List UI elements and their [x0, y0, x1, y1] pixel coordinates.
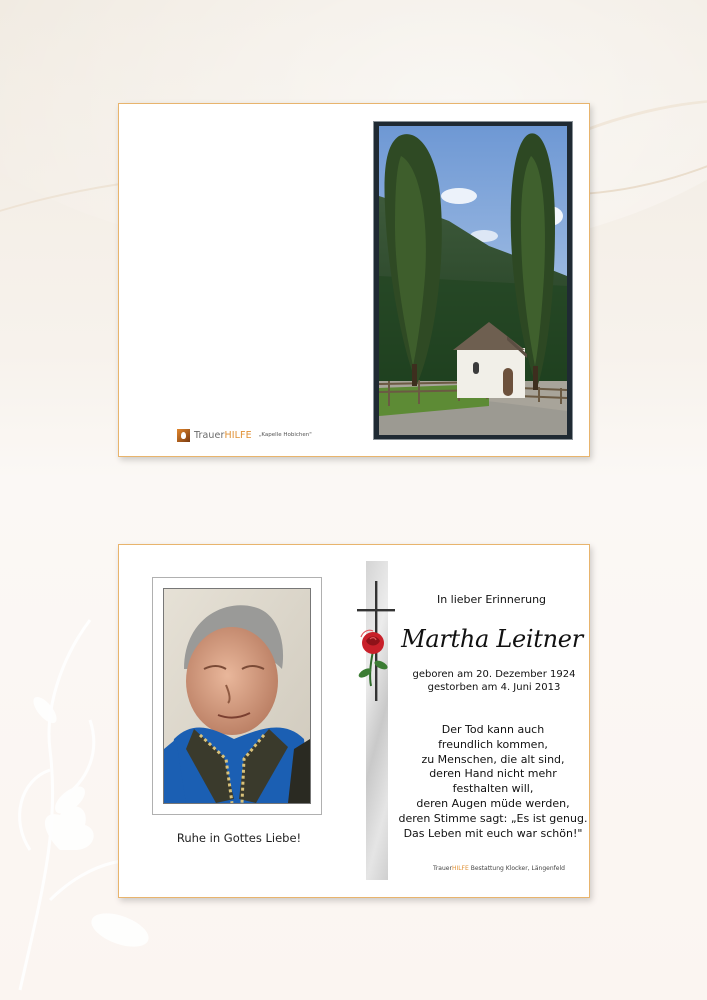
- funeral-home-footer: [419, 865, 579, 872]
- footer-text: Bestattung Klocker, Längenfeld: [470, 865, 565, 872]
- poem-line: deren Augen müde werden,: [416, 796, 570, 810]
- trauerhilfe-brand: [177, 427, 312, 443]
- trauerhilfe-logo-icon: [177, 429, 190, 442]
- landscape-photo-frame: [373, 121, 573, 440]
- farewell-text: Ruhe in Gottes Liebe!: [176, 831, 302, 845]
- memorial-poem: [397, 723, 589, 841]
- brand-name-prefix: Trauer: [194, 429, 225, 441]
- portrait-photo-frame: [152, 577, 322, 815]
- image-caption: „Kapelle Hobichen": [258, 432, 312, 438]
- footer-brand-highlight: HILFE: [451, 865, 469, 872]
- poem-line: festhalten will,: [452, 782, 534, 796]
- poem-line: deren Hand nicht mehr: [429, 767, 557, 781]
- death-date: gestorben am 4. Juni 2013: [427, 682, 561, 693]
- life-dates: [409, 668, 579, 694]
- card-front: [118, 103, 590, 457]
- brand-name-highlight: HILFE: [224, 429, 252, 441]
- brand-name: [194, 430, 252, 441]
- poem-line: zu Menschen, die alt sind,: [421, 752, 565, 766]
- footer-brand-prefix: Trauer: [433, 865, 452, 872]
- poem-line: freundlich kommen,: [438, 737, 548, 751]
- poem-line: Das Leben mit euch war schön!": [403, 826, 583, 840]
- portrait-photo-inner: [163, 588, 311, 804]
- chapel-landscape-image: [379, 126, 567, 435]
- cross-with-rose: [351, 581, 401, 711]
- rose-icon: [357, 630, 389, 686]
- portrait-photo: [164, 589, 310, 803]
- birth-date: geboren am 20. Dezember 1924: [412, 669, 576, 680]
- card-inside: [118, 544, 590, 898]
- memorial-heading: In lieber Erinnerung: [436, 593, 547, 606]
- poem-line: deren Stimme sagt: „Es ist genug.: [398, 811, 588, 825]
- deceased-name: Martha Leitner: [401, 625, 583, 653]
- poem-line: Der Tod kann auch: [441, 723, 545, 736]
